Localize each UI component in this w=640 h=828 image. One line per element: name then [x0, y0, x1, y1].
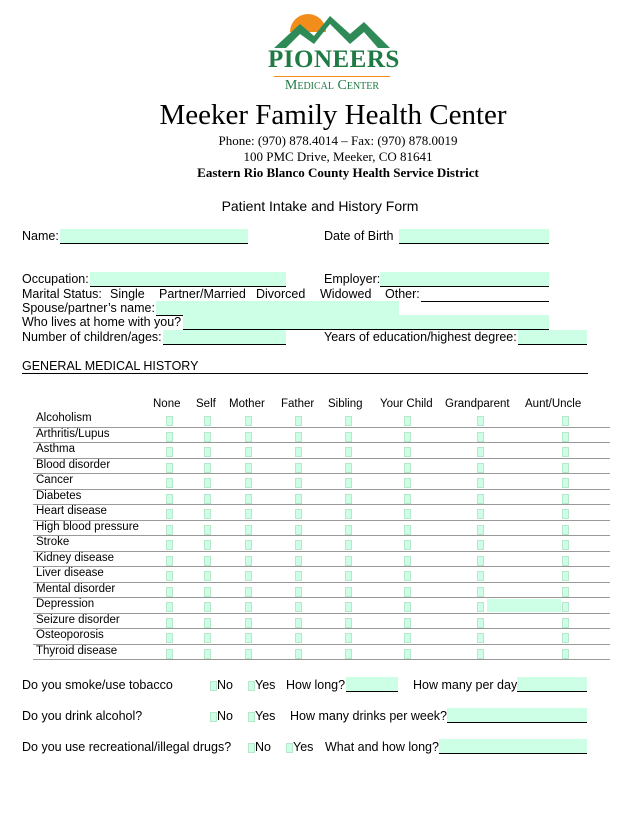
tobacco-yes-label: Yes: [255, 678, 276, 692]
history-checkbox[interactable]: [245, 525, 252, 535]
history-checkbox[interactable]: [477, 463, 484, 473]
history-checkbox[interactable]: [345, 587, 352, 597]
history-checkbox[interactable]: [166, 587, 173, 597]
row-divider: [33, 458, 610, 459]
history-checkbox[interactable]: [477, 432, 484, 442]
history-checkbox[interactable]: [245, 447, 252, 457]
row-divider: [33, 628, 610, 629]
history-checkbox[interactable]: [345, 463, 352, 473]
history-checkbox[interactable]: [404, 478, 411, 488]
drugs-what-field[interactable]: [439, 739, 587, 754]
history-checkbox[interactable]: [204, 618, 211, 628]
history-checkbox[interactable]: [345, 432, 352, 442]
condition-label: Seizure disorder: [36, 613, 120, 626]
history-checkbox[interactable]: [245, 633, 252, 643]
row-divider: [33, 489, 610, 490]
history-checkbox[interactable]: [204, 416, 211, 426]
history-checkbox[interactable]: [477, 587, 484, 597]
history-checkbox[interactable]: [345, 602, 352, 612]
row-divider: [33, 551, 610, 552]
history-checkbox[interactable]: [204, 463, 211, 473]
row-divider: [33, 659, 610, 660]
address-line: 100 PMC Drive, Meeker, CO 81641: [243, 149, 433, 164]
history-checkbox[interactable]: [404, 633, 411, 643]
history-checkbox[interactable]: [204, 571, 211, 581]
history-checkbox[interactable]: [345, 633, 352, 643]
history-checkbox[interactable]: [477, 478, 484, 488]
tobacco-how-long-field[interactable]: [346, 677, 398, 692]
history-checkbox[interactable]: [562, 432, 569, 442]
history-checkbox[interactable]: [204, 602, 211, 612]
history-checkbox[interactable]: [166, 478, 173, 488]
history-checkbox[interactable]: [562, 463, 569, 473]
alcohol-yes-checkbox[interactable]: [248, 712, 255, 722]
history-checkbox[interactable]: [166, 556, 173, 566]
condition-label: Liver disease: [36, 567, 104, 579]
occupation-label: Occupation:: [22, 272, 89, 286]
history-checkbox[interactable]: [345, 509, 352, 519]
drugs-no-checkbox[interactable]: [248, 743, 255, 753]
history-checkbox[interactable]: [345, 556, 352, 566]
condition-label: Mental disorder: [36, 582, 116, 595]
history-checkbox[interactable]: [562, 618, 569, 628]
history-checkbox[interactable]: [295, 416, 302, 426]
alcohol-yes-label: Yes: [255, 709, 276, 723]
condition-label: Blood disorder: [36, 458, 111, 471]
history-checkbox[interactable]: [404, 494, 411, 504]
history-checkbox[interactable]: [204, 633, 211, 643]
history-checkbox[interactable]: [204, 649, 211, 659]
history-checkbox[interactable]: [404, 463, 411, 473]
col-father: Father: [281, 398, 315, 410]
condition-label: Kidney disease: [36, 551, 114, 564]
history-checkbox[interactable]: [562, 447, 569, 457]
history-checkbox[interactable]: [345, 649, 352, 659]
history-checkbox[interactable]: [562, 633, 569, 643]
history-checkbox[interactable]: [245, 463, 252, 473]
tobacco-yes-checkbox[interactable]: [248, 681, 255, 691]
tobacco-no-label: No: [217, 678, 233, 692]
history-checkbox[interactable]: [295, 633, 302, 643]
history-checkbox[interactable]: [404, 540, 411, 550]
condition-label: Cancer: [36, 474, 74, 486]
condition-label: Stroke: [36, 536, 70, 548]
row-divider: [33, 597, 610, 598]
history-checkbox[interactable]: [166, 432, 173, 442]
district-line: Eastern Rio Blanco County Health Service District: [197, 165, 479, 180]
history-checkbox[interactable]: [562, 556, 569, 566]
history-checkbox[interactable]: [245, 478, 252, 488]
employer-label: Employer:: [324, 272, 381, 286]
history-checkbox[interactable]: [345, 494, 352, 504]
history-checkbox[interactable]: [477, 602, 484, 612]
history-checkbox[interactable]: [477, 447, 484, 457]
name-label: Name:: [22, 229, 59, 243]
children-label: Number of children/ages:: [22, 330, 162, 344]
history-checkbox[interactable]: [562, 602, 569, 612]
col-grandparent: Grandparent: [445, 398, 510, 410]
history-checkbox[interactable]: [477, 494, 484, 504]
condition-label: High blood pressure: [36, 520, 139, 533]
row-divider: [33, 644, 610, 645]
history-checkbox[interactable]: [295, 432, 302, 442]
row-divider: [33, 473, 610, 474]
history-checkbox[interactable]: [345, 478, 352, 488]
condition-label: Osteoporosis: [36, 629, 104, 641]
tobacco-how-long-label: How long?: [286, 678, 346, 692]
history-checkbox[interactable]: [404, 525, 411, 535]
history-checkbox[interactable]: [345, 416, 352, 426]
history-checkbox[interactable]: [166, 649, 173, 659]
history-checkbox[interactable]: [404, 432, 411, 442]
col-your-child: Your Child: [380, 398, 433, 410]
drugs-yes-label: Yes: [293, 740, 314, 754]
history-checkbox[interactable]: [204, 447, 211, 457]
history-checkbox[interactable]: [295, 447, 302, 457]
history-checkbox[interactable]: [295, 649, 302, 659]
row-divider: [33, 535, 610, 536]
history-checkbox[interactable]: [477, 509, 484, 519]
drugs-question: Do you use recreational/illegal drugs?: [22, 740, 232, 754]
history-checkbox[interactable]: [295, 587, 302, 597]
col-aunt-uncle: Aunt/Uncle: [525, 398, 582, 410]
history-checkbox[interactable]: [562, 416, 569, 426]
history-checkbox[interactable]: [245, 494, 252, 504]
tobacco-question: Do you smoke/use tobacco: [22, 678, 173, 692]
depression-highlight-field[interactable]: [487, 599, 561, 612]
history-checkbox[interactable]: [166, 416, 173, 426]
history-checkbox[interactable]: [204, 556, 211, 566]
history-checkbox[interactable]: [345, 571, 352, 581]
history-checkbox[interactable]: [204, 587, 211, 597]
history-checkbox[interactable]: [404, 602, 411, 612]
history-checkbox[interactable]: [295, 618, 302, 628]
history-checkbox[interactable]: [166, 602, 173, 612]
marital-option-widowed[interactable]: Widowed: [320, 287, 372, 301]
education-label: Years of education/highest degree:: [324, 330, 517, 344]
col-self: Self: [196, 398, 216, 410]
history-checkbox[interactable]: [295, 494, 302, 504]
history-checkbox[interactable]: [345, 540, 352, 550]
condition-label: Asthma: [36, 443, 75, 455]
history-checkbox[interactable]: [404, 416, 411, 426]
history-checkbox[interactable]: [204, 540, 211, 550]
row-divider: [33, 504, 610, 505]
history-checkbox[interactable]: [477, 618, 484, 628]
history-checkbox[interactable]: [404, 509, 411, 519]
row-divider: [33, 566, 610, 567]
history-checkbox[interactable]: [204, 432, 211, 442]
row-divider: [33, 427, 610, 428]
marital-option-divorced[interactable]: Divorced: [256, 287, 306, 301]
history-checkbox[interactable]: [477, 633, 484, 643]
history-checkbox[interactable]: [245, 556, 252, 566]
history-checkbox[interactable]: [166, 618, 173, 628]
history-checkbox[interactable]: [245, 649, 252, 659]
phone-line: Phone: (970) 878.4014 – Fax: (970) 878.0019: [218, 133, 458, 148]
marital-option-other[interactable]: Other:: [385, 287, 420, 301]
row-divider: [33, 520, 610, 521]
history-checkbox[interactable]: [166, 633, 173, 643]
alcohol-no-label: No: [217, 709, 233, 723]
history-checkbox[interactable]: [166, 447, 173, 457]
col-sibling: Sibling: [328, 398, 363, 410]
history-checkbox[interactable]: [345, 447, 352, 457]
alcohol-drinks-field[interactable]: [447, 708, 587, 723]
history-checkbox[interactable]: [477, 525, 484, 535]
who-lives-label: Who lives at home with you?: [22, 315, 182, 329]
history-checkbox[interactable]: [295, 463, 302, 473]
history-checkbox[interactable]: [345, 525, 352, 535]
drugs-no-label: No: [255, 740, 271, 754]
history-checkbox[interactable]: [245, 416, 252, 426]
history-checkbox[interactable]: [204, 478, 211, 488]
section-title: GENERAL MEDICAL HISTORY: [22, 359, 199, 373]
history-checkbox[interactable]: [562, 587, 569, 597]
history-checkbox[interactable]: [562, 571, 569, 581]
history-checkbox[interactable]: [295, 571, 302, 581]
history-checkbox[interactable]: [295, 509, 302, 519]
history-checkbox[interactable]: [295, 525, 302, 535]
history-checkbox[interactable]: [245, 602, 252, 612]
history-checkbox[interactable]: [166, 571, 173, 581]
history-checkbox[interactable]: [404, 571, 411, 581]
row-divider: [33, 442, 610, 443]
history-checkbox[interactable]: [477, 571, 484, 581]
history-checkbox[interactable]: [345, 618, 352, 628]
condition-label: Arthritis/Lupus: [36, 427, 110, 440]
history-checkbox[interactable]: [166, 463, 173, 473]
drugs-yes-checkbox[interactable]: [286, 743, 293, 753]
history-checkbox[interactable]: [477, 416, 484, 426]
history-checkbox[interactable]: [562, 540, 569, 550]
marital-option-married[interactable]: Partner/Married: [159, 287, 246, 301]
history-checkbox[interactable]: [245, 432, 252, 442]
history-checkbox[interactable]: [204, 494, 211, 504]
condition-label: Thyroid disease: [36, 644, 118, 657]
history-checkbox[interactable]: [477, 540, 484, 550]
alcohol-question: Do you drink alcohol?: [22, 709, 143, 723]
history-checkbox[interactable]: [562, 494, 569, 504]
history-checkbox[interactable]: [295, 556, 302, 566]
spouse-label: Spouse/partner’s name:: [22, 301, 155, 315]
history-checkbox[interactable]: [245, 618, 252, 628]
history-checkbox[interactable]: [404, 649, 411, 659]
history-checkbox[interactable]: [245, 587, 252, 597]
tobacco-per-day-label: How many per day: [413, 678, 518, 692]
history-checkbox[interactable]: [295, 540, 302, 550]
history-checkbox[interactable]: [166, 494, 173, 504]
history-checkbox[interactable]: [477, 649, 484, 659]
condition-label: Depression: [36, 598, 95, 610]
form-title: Patient Intake and History Form: [221, 198, 419, 214]
history-checkbox[interactable]: [562, 525, 569, 535]
history-checkbox[interactable]: [295, 602, 302, 612]
history-checkbox[interactable]: [562, 649, 569, 659]
history-checkbox[interactable]: [295, 478, 302, 488]
history-checkbox[interactable]: [477, 556, 484, 566]
history-checkbox[interactable]: [204, 525, 211, 535]
history-checkbox[interactable]: [404, 618, 411, 628]
col-mother: Mother: [229, 398, 265, 410]
logo-wordmark: PIONEERS: [268, 46, 400, 73]
history-checkbox[interactable]: [166, 540, 173, 550]
condition-label: Diabetes: [36, 489, 82, 502]
history-checkbox[interactable]: [562, 509, 569, 519]
history-checkbox[interactable]: [245, 571, 252, 581]
history-checkbox[interactable]: [562, 478, 569, 488]
logo-subtitle: Medical Center: [284, 78, 380, 93]
history-checkbox[interactable]: [245, 540, 252, 550]
marital-status-label: Marital Status:: [22, 287, 102, 301]
history-checkbox[interactable]: [204, 509, 211, 519]
history-checkbox[interactable]: [166, 509, 173, 519]
col-none: None: [153, 398, 181, 410]
condition-label: Alcoholism: [36, 412, 92, 424]
alcohol-no-checkbox[interactable]: [210, 712, 217, 722]
tobacco-no-checkbox[interactable]: [210, 681, 217, 691]
clinic-name: Meeker Family Health Center: [159, 99, 507, 131]
history-checkbox[interactable]: [245, 509, 252, 519]
row-divider: [33, 613, 610, 614]
condition-label: Heart disease: [36, 505, 107, 517]
tobacco-per-day-field[interactable]: [517, 677, 587, 692]
history-checkbox[interactable]: [404, 447, 411, 457]
history-checkbox[interactable]: [404, 556, 411, 566]
history-checkbox[interactable]: [166, 525, 173, 535]
drugs-what-label: What and how long?: [325, 740, 439, 754]
dob-label: Date of Birth: [324, 229, 394, 243]
alcohol-drinks-label: How many drinks per week?: [290, 709, 448, 723]
marital-option-single[interactable]: Single: [110, 287, 145, 301]
row-divider: [33, 582, 610, 583]
history-checkbox[interactable]: [404, 587, 411, 597]
